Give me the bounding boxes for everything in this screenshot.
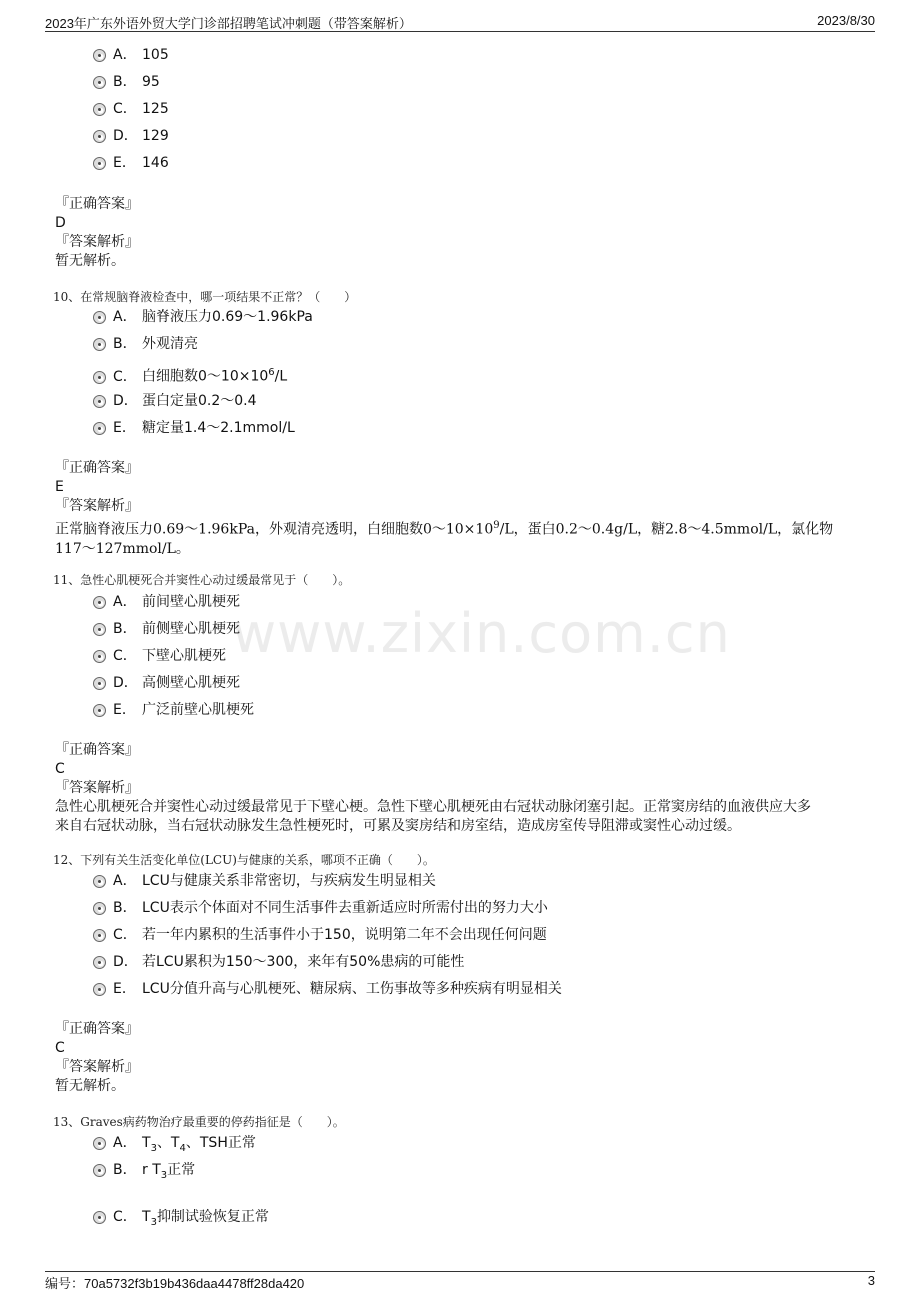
analysis-text-line2: 来自右冠状动脉，当右冠状动脉发生急性梗死时，可累及窦房结和房室结，造成房室传导阻滞或窦性心动过缓。 [55,818,741,834]
radio-icon[interactable] [93,1211,106,1224]
option-q12-a[interactable]: A． LCU与健康关系非常密切，与疾病发生明显相关 [93,872,436,890]
correct-answer-value: D [55,215,66,231]
page-number: 3 [867,1273,875,1288]
option-q12-b[interactable]: B． LCU表示个体面对不同生活事件去重新适应时所需付出的努力大小 [93,899,548,917]
correct-answer-label: 『正确答案』 [55,196,139,212]
option-q10-c[interactable]: C． 白细胞数$0\sim 10\times 10^6/L$ [93,364,287,386]
radio-icon[interactable] [93,596,106,609]
radio-icon[interactable] [93,623,106,636]
radio-icon[interactable] [93,371,106,384]
answer-block-q11 [55,741,865,836]
document-serial: 编号：70a5732f3b19b436daa4478ff28da420 [45,1276,305,1291]
correct-answer-label: 『正确答案』 [55,460,139,476]
option-q12-c[interactable]: C． 若一年内累积的生活事件小于150，说明第二年不会出现任何问题 [93,926,547,944]
option-q13-b[interactable]: B． r $T_3$正常 [93,1161,195,1185]
radio-icon[interactable] [93,929,106,942]
radio-icon[interactable] [93,704,106,717]
correct-answer-label: 『正确答案』 [55,1021,139,1037]
radio-icon[interactable] [93,875,106,888]
radio-icon[interactable] [93,650,106,663]
option-q11-b[interactable]: B． 前侧壁心肌梗死 [93,620,240,638]
option-q11-c[interactable]: C． 下壁心肌梗死 [93,647,226,665]
radio-icon[interactable] [93,422,106,435]
option-q11-a[interactable]: A． 前间壁心肌梗死 [93,593,240,611]
analysis-text: 暂无解析。 [55,253,125,269]
option-q12-e[interactable]: E． LCU分值升高与心肌梗死、糖尿病、工伤事故等多种疾病有明显相关 [93,980,562,998]
analysis-label: 『答案解析』 [55,1059,139,1075]
answer-block-q10 [55,459,865,559]
option-q10-b[interactable]: B． 外观清亮 [93,335,198,353]
radio-icon[interactable] [93,983,106,996]
option-q11-d[interactable]: D． 高侧壁心肌梗死 [93,674,240,692]
question-11: 11、急性心肌梗死合并窦性心动过缓最常见于（ ）。 [53,573,351,587]
radio-icon[interactable] [93,157,106,170]
option-q9-e[interactable]: E． 146 [93,154,169,172]
analysis-label: 『答案解析』 [55,780,139,796]
radio-icon[interactable] [93,130,106,143]
analysis-text: 暂无解析。 [55,1078,125,1094]
option-q10-a[interactable]: A． 脑脊液压力0.69～1.96kPa [93,308,313,326]
radio-icon[interactable] [93,103,106,116]
correct-answer-label: 『正确答案』 [55,742,139,758]
correct-answer-value: E [55,479,64,495]
document-date: 2023/8/30 [817,13,875,28]
radio-icon[interactable] [93,76,106,89]
option-q11-e[interactable]: E． 广泛前壁心肌梗死 [93,701,254,719]
option-q13-c[interactable]: C． $T_3$抑制试验恢复正常 [93,1208,269,1232]
page-header [45,13,875,32]
analysis-text-line2: 117～127mmol/L。 [55,540,190,557]
question-10: 10、在常规脑脊液检查中，哪一项结果不正常？（ ） [53,290,357,304]
radio-icon[interactable] [93,677,106,690]
radio-icon[interactable] [93,956,106,969]
radio-icon[interactable] [93,1164,106,1177]
option-q13-a[interactable]: A． $T_3$、$T_4$、TSH正常 [93,1134,256,1158]
option-q12-d[interactable]: D． 若LCU累积为150～300，来年有50%患病的可能性 [93,953,464,971]
document-title: 2023年广东外语外贸大学门诊部招聘笔试冲刺题（带答案解析） [45,16,412,31]
analysis-text: 急性心肌梗死合并窦性心动过缓最常见于下壁心梗。急性下壁心肌梗死由右冠状动脉闭塞引起。正常窦房结的血液供应大多 [55,799,811,815]
page-footer [45,1271,875,1291]
option-q9-c[interactable]: C． 125 [93,100,169,118]
analysis-label: 『答案解析』 [55,234,139,250]
option-q9-b[interactable]: B． 95 [93,73,160,91]
answer-block-q9 [55,195,865,271]
analysis-text: 正常脑脊液压力0.69～1.96kPa，外观清亮透明，白细胞数$0\sim 10\times 10^9/L$，蛋白0.2～0.4g/L，糖2.8～4.5mmol/L，氯化物 [55,520,834,538]
radio-icon[interactable] [93,395,106,408]
answer-block-q12 [55,1020,865,1096]
question-12: 12、下列有关生活变化单位(LCU)与健康的关系，哪项不正确（ ）。 [53,853,435,867]
watermark: www.zixin.com.cn [232,602,731,665]
option-q9-d[interactable]: D． 129 [93,127,169,145]
analysis-label: 『答案解析』 [55,498,139,514]
correct-answer-value: C [55,761,65,777]
correct-answer-value: C [55,1040,65,1056]
radio-icon[interactable] [93,311,106,324]
question-13: 13、Graves病药物治疗最重要的停药指征是（ ）。 [53,1115,345,1129]
radio-icon[interactable] [93,49,106,62]
option-q9-a[interactable]: A． 105 [93,46,169,64]
option-q10-e[interactable]: E． 糖定量1.4～2.1mmol/L [93,419,295,437]
radio-icon[interactable] [93,902,106,915]
option-q10-d[interactable]: D． 蛋白定量0.2～0.4 [93,392,257,410]
radio-icon[interactable] [93,1137,106,1150]
radio-icon[interactable] [93,338,106,351]
